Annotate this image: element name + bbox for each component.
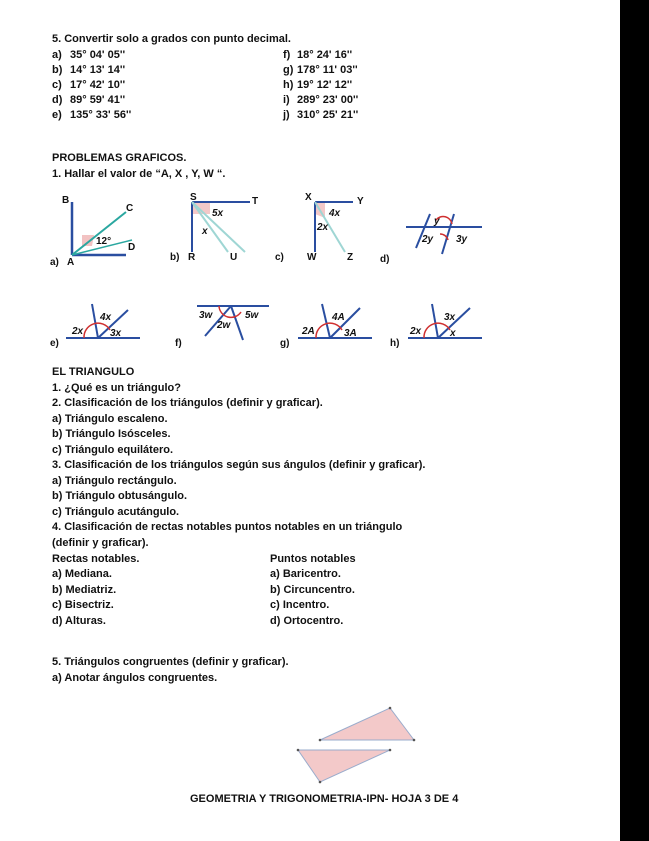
figure-h [388,300,488,348]
puntos-title: Puntos notables [270,553,356,565]
item-i-value: 289° 23' 00'' [297,94,359,106]
fig-h-e2: 2x [410,326,422,337]
item-g-value: 178° 11' 03'' [297,64,358,76]
fig-f-label: f) [175,338,182,349]
item-g-label: g) [283,64,294,76]
fig-a-C: C [126,203,134,214]
item-j-value: 310° 25' 21'' [297,109,359,121]
fig-h-e1: 3x [444,312,456,323]
triangle-line-4: b) Triángulo Isósceles. [52,428,171,440]
problems-heading: PROBLEMAS GRAFICOS. [52,152,187,164]
triangle-line-1: 1. ¿Qué es un triángulo? [52,382,181,394]
section5-title: 5. Convertir solo a grados con punto decimal. [52,33,291,45]
fig-c-W: W [307,252,317,263]
fig-c-label: c) [275,252,284,263]
item-e-label: e) [52,109,62,121]
fig-c-e2: 2x [317,222,329,233]
fig-a-D: D [128,242,136,253]
fig-b-e2: x [202,226,208,237]
fig-a-A: A [67,257,75,268]
figure-a [50,194,140,266]
fig-d-e1: y [434,216,440,227]
figure-c [275,194,370,266]
fig-h-label: h) [390,338,400,349]
item-c-value: 17° 42' 10'' [70,79,126,91]
problems-q1: 1. Hallar el valor de “A, X , Y, W “. [52,168,226,180]
triangle-heading: EL TRIANGULO [52,366,135,378]
fig-b-U: U [230,252,238,263]
triangle-line-9: c) Triángulo acutángulo. [52,506,180,518]
rectas-4: d) Alturas. [52,615,106,627]
fig-f-e2: 5w [245,310,259,321]
item-d-value: 89° 59' 41'' [70,94,126,106]
triangle-line-11: (definir y graficar). [52,537,149,549]
item-f-value: 18° 24' 16'' [297,49,353,61]
fig-g-e3: 3A [344,328,357,339]
item-i-label: i) [283,94,290,106]
fig-g-e2: 2A [302,326,315,337]
item-f-label: f) [283,49,291,61]
item-h-value: 19° 12' 12'' [297,79,353,91]
fig-e-e1: 4x [100,312,112,323]
congruent-sub: a) Anotar ángulos congruentes. [52,672,218,684]
fig-b-label: b) [170,252,180,263]
fig-c-X: X [305,192,312,203]
fig-d-label: d) [380,254,390,265]
item-a-label: a) [52,49,62,61]
fig-h-e3: x [450,328,456,339]
item-d-label: d) [52,94,63,106]
fig-d-e2: 2y [422,234,434,245]
fig-d-e3: 3y [456,234,468,245]
item-e-value: 135° 33' 56'' [70,109,132,121]
item-b-value: 14° 13' 14'' [70,64,126,76]
fig-a-B: B [62,195,70,206]
triangle-line-7: a) Triángulo rectángulo. [52,475,177,487]
rectas-title: Rectas notables. [52,553,140,565]
figure-f [165,300,275,348]
fig-c-e1: 4x [329,208,341,219]
fig-a-angle: 12° [96,236,112,247]
fig-e-e2: 2x [72,326,84,337]
puntos-4: d) Ortocentro. [270,615,344,627]
triangle-line-10: 4. Clasificación de rectas notables puntos notables en un triángulo [52,521,403,533]
item-c-label: c) [52,79,62,91]
triangle-line-2: 2. Clasificación de los triángulos (definir y graficar). [52,397,323,409]
fig-g-label: g) [280,338,290,349]
fig-b-R: R [188,252,196,263]
black-border [620,0,649,841]
triangle-line-6: 3. Clasificación de los triángulos según sus ángulos (definir y graficar). [52,459,426,471]
item-a-value: 35° 04' 05'' [70,49,126,61]
fig-b-T: T [252,196,259,207]
fig-c-Z: Z [347,252,354,263]
puntos-1: a) Baricentro. [270,568,341,580]
item-j-label: j) [283,109,290,121]
fig-e-label: e) [50,338,59,349]
puntos-2: b) Circuncentro. [270,584,355,596]
figure-d [380,210,490,266]
congruent-title: 5. Triángulos congruentes (definir y graficar). [52,656,289,668]
fig-a-label: a) [50,257,59,268]
congruent-triangles-figure [290,700,430,790]
item-b-label: b) [52,64,63,76]
figure-b [170,194,270,266]
footer: GEOMETRIA Y TRIGONOMETRIA-IPN- HOJA 3 DE 4 [190,793,459,805]
rectas-1: a) Mediana. [52,568,112,580]
fig-e-e3: 3x [110,328,122,339]
fig-c-Y: Y [357,196,364,207]
fig-f-e3: 2w [217,320,231,331]
fig-b-e1: 5x [212,208,224,219]
rectas-2: b) Mediatriz. [52,584,117,596]
figure-g [278,300,378,348]
puntos-3: c) Incentro. [270,599,330,611]
triangle-line-5: c) Triángulo equilátero. [52,444,174,456]
item-h-label: h) [283,79,294,91]
fig-g-e1: 4A [332,312,345,323]
figure-e [48,300,148,348]
fig-b-S: S [190,192,197,203]
fig-f-e1: 3w [199,310,213,321]
rectas-3: c) Bisectriz. [52,599,114,611]
triangle-line-8: b) Triángulo obtusángulo. [52,490,188,502]
triangle-line-3: a) Triángulo escaleno. [52,413,168,425]
